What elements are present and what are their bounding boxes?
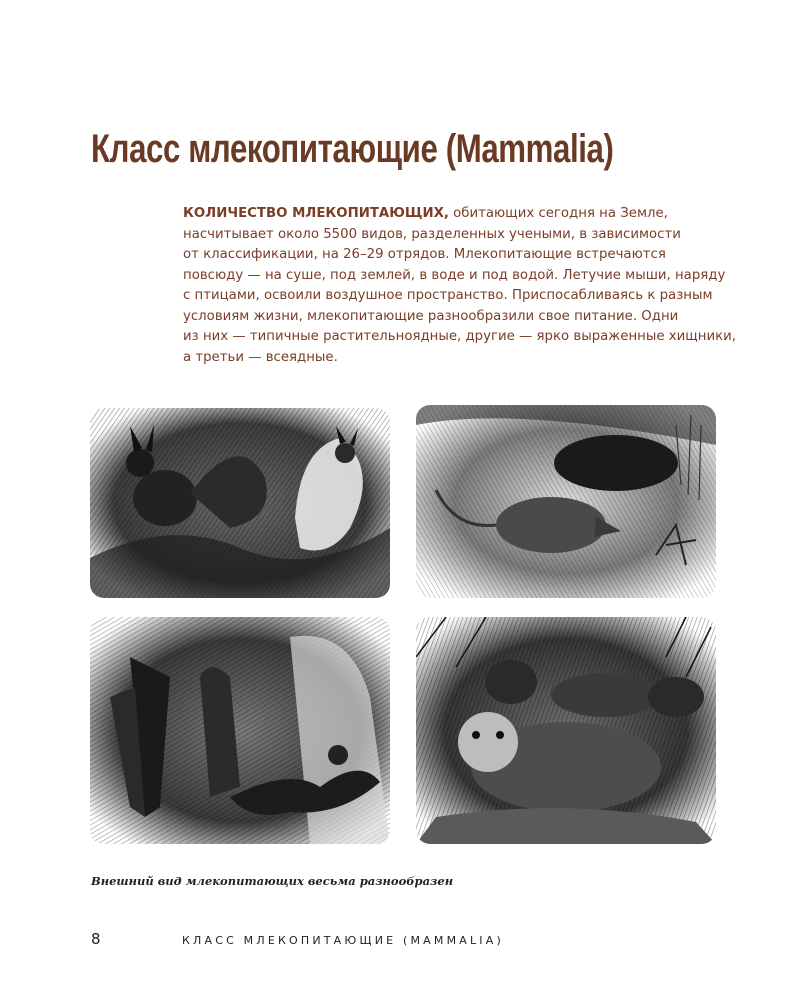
intro-line-4: с птицами, освоили воздушное пространство. Приспосабливаясь к разным [183, 288, 713, 303]
squirrels-illustration [90, 408, 390, 598]
page-number: 8 [91, 930, 101, 948]
intro-line-5: условиям жизни, млекопитающие разнообразили свое питание. Одни [183, 308, 679, 324]
figure-caption: Внешний вид млекопитающих весьма разнообразен [91, 874, 454, 888]
intro-line-0: обитающих сегодня на Земле, [448, 206, 668, 221]
intro-paragraph [183, 204, 737, 368]
intro-line-2: от классификации, на 26–29 отрядов. Млекопитающие встречаются [183, 247, 666, 262]
page-title: Класс млекопитающие (Mammalia) [91, 126, 614, 171]
bats-illustration [90, 617, 390, 844]
running-head: КЛАСС МЛЕКОПИТАЮЩИЕ (MAMMALIA) [182, 934, 504, 947]
hamsters-illustration [416, 617, 716, 844]
shrews-illustration [416, 405, 716, 598]
intro-line-6: из них — типичные растительноядные, другие — ярко выраженные хищники, [183, 329, 737, 344]
intro-line-1: насчитывает около 5500 видов, разделенных учеными, в зависимости [183, 226, 681, 242]
intro-line-3: повсюду — на суше, под землей, в воде и под водой. Летучие мыши, наряду [183, 267, 726, 283]
intro-lead: КОЛИЧЕСТВО МЛЕКОПИТАЮЩИХ, [183, 206, 449, 221]
intro-line-7: а третьи — всеядные. [183, 349, 338, 365]
